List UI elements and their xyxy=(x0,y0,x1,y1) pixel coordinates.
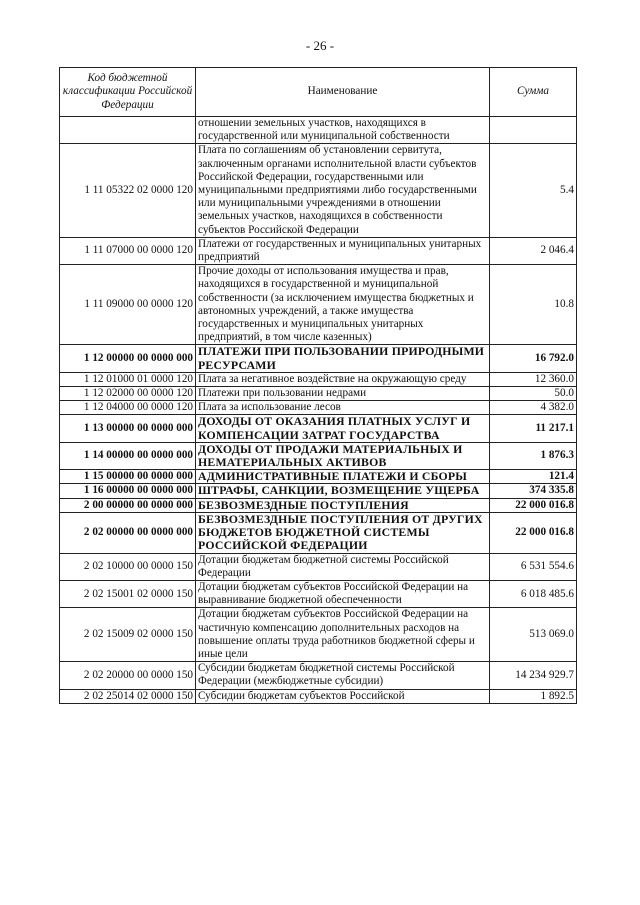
row-name: Плата за негативное воздействие на окружающую среду xyxy=(196,372,490,386)
header-sum: Сумма xyxy=(490,68,577,117)
row-name: Дотации бюджетам субъектов Российской Федерации на выравнивание бюджетной обеспеченности xyxy=(196,580,490,607)
row-name: Субсидии бюджетам бюджетной системы Российской Федерации (межбюджетные субсидии) xyxy=(196,662,490,689)
table-row xyxy=(60,580,577,607)
row-code: 2 02 15009 02 0000 150 xyxy=(60,608,196,662)
row-code: 2 02 20000 00 0000 150 xyxy=(60,662,196,689)
row-sum: 5.4 xyxy=(490,144,577,237)
row-code: 2 02 25014 02 0000 150 xyxy=(60,689,196,703)
row-code: 1 12 01000 01 0000 120 xyxy=(60,372,196,386)
row-code: 1 12 04000 00 0000 120 xyxy=(60,401,196,415)
row-name: Плата за использование лесов xyxy=(196,401,490,415)
row-code: 1 11 07000 00 0000 120 xyxy=(60,237,196,264)
table-header-row xyxy=(60,68,577,117)
table-row xyxy=(60,484,577,498)
row-sum: 11 217.1 xyxy=(490,415,577,442)
row-name: ДОХОДЫ ОТ ПРОДАЖИ МАТЕРИАЛЬНЫХ И НЕМАТЕРИАЛЬНЫХ АКТИВОВ xyxy=(196,442,490,469)
table-row xyxy=(60,401,577,415)
row-sum: 121.4 xyxy=(490,470,577,484)
table-row xyxy=(60,689,577,703)
row-sum: 12 360.0 xyxy=(490,372,577,386)
row-code: 1 13 00000 00 0000 000 xyxy=(60,415,196,442)
table-row xyxy=(60,512,577,553)
row-sum: 374 335.8 xyxy=(490,484,577,498)
row-sum xyxy=(490,117,577,144)
row-sum: 1 892.5 xyxy=(490,689,577,703)
row-sum: 2 046.4 xyxy=(490,237,577,264)
row-sum: 14 234 929.7 xyxy=(490,662,577,689)
row-code: 1 11 05322 02 0000 120 xyxy=(60,144,196,237)
table-body xyxy=(60,117,577,704)
row-name: Платежи при пользовании недрами xyxy=(196,387,490,401)
row-code: 2 00 00000 00 0000 000 xyxy=(60,498,196,512)
row-sum: 6 018 485.6 xyxy=(490,580,577,607)
row-name: Платежи от государственных и муниципальных унитарных предприятий xyxy=(196,237,490,264)
row-name: ПЛАТЕЖИ ПРИ ПОЛЬЗОВАНИИ ПРИРОДНЫМИ РЕСУРСАМИ xyxy=(196,345,490,372)
table-row xyxy=(60,553,577,580)
row-sum: 513 069.0 xyxy=(490,608,577,662)
row-name: Плата по соглашениям об установлении сервитута, заключенным органами исполнительной власти субъектов Российской Федерации, государственными или муниципальными предприятиями либо государственными или муниципальными учреждениями в отношении земельных участков, находящихся в собственности субъектов Российской Федерации xyxy=(196,144,490,237)
row-name: Дотации бюджетам субъектов Российской Федерации на частичную компенсацию дополнительных расходов на повышение оплаты труда работников бюджетной сферы и иные цели xyxy=(196,608,490,662)
row-name: БЕЗВОЗМЕЗДНЫЕ ПОСТУПЛЕНИЯ xyxy=(196,498,490,512)
row-name: АДМИНИСТРАТИВНЫЕ ПЛАТЕЖИ И СБОРЫ xyxy=(196,470,490,484)
row-name: Субсидии бюджетам субъектов Российской xyxy=(196,689,490,703)
row-sum: 4 382.0 xyxy=(490,401,577,415)
row-code xyxy=(60,117,196,144)
table-row xyxy=(60,237,577,264)
header-code: Код бюджетной классификации Российской Федерации xyxy=(60,68,196,117)
table-row xyxy=(60,470,577,484)
table-row xyxy=(60,662,577,689)
row-code: 2 02 00000 00 0000 000 xyxy=(60,512,196,553)
table-row xyxy=(60,608,577,662)
row-sum: 22 000 016.8 xyxy=(490,512,577,553)
row-sum: 6 531 554.6 xyxy=(490,553,577,580)
page-number: - 26 - xyxy=(305,38,335,53)
table-row xyxy=(60,265,577,345)
table-row xyxy=(60,117,577,144)
row-sum: 50.0 xyxy=(490,387,577,401)
row-name: БЕЗВОЗМЕЗДНЫЕ ПОСТУПЛЕНИЯ ОТ ДРУГИХ БЮДЖЕТОВ БЮДЖЕТНОЙ СИСТЕМЫ РОССИЙСКОЙ ФЕДЕРАЦИИ xyxy=(196,512,490,553)
row-name: ШТРАФЫ, САНКЦИИ, ВОЗМЕЩЕНИЕ УЩЕРБА xyxy=(196,484,490,498)
row-name: Дотации бюджетам бюджетной системы Российской Федерации xyxy=(196,553,490,580)
table-row xyxy=(60,442,577,469)
row-sum: 22 000 016.8 xyxy=(490,498,577,512)
row-code: 2 02 15001 02 0000 150 xyxy=(60,580,196,607)
row-code: 1 15 00000 00 0000 000 xyxy=(60,470,196,484)
table-row xyxy=(60,372,577,386)
row-name: отношении земельных участков, находящихся в государственной или муниципальной собственности xyxy=(196,117,490,144)
row-code: 1 11 09000 00 0000 120 xyxy=(60,265,196,345)
header-name: Наименование xyxy=(196,68,490,117)
row-code: 1 14 00000 00 0000 000 xyxy=(60,442,196,469)
row-sum: 1 876.3 xyxy=(490,442,577,469)
row-code: 1 12 00000 00 0000 000 xyxy=(60,345,196,372)
row-name: Прочие доходы от использования имущества и прав, находящихся в государственной и муниципальной собственности (за исключением имущества бюджетных и автономных учреждений, а также имущества государственных и муниципальных унитарных предприятий, в том числе казенных) xyxy=(196,265,490,345)
row-sum: 10.8 xyxy=(490,265,577,345)
row-sum: 16 792.0 xyxy=(490,345,577,372)
row-code: 2 02 10000 00 0000 150 xyxy=(60,553,196,580)
table-row xyxy=(60,498,577,512)
table-row xyxy=(60,415,577,442)
row-code: 1 16 00000 00 0000 000 xyxy=(60,484,196,498)
budget-revenue-table xyxy=(59,67,577,704)
table-row xyxy=(60,144,577,237)
row-code: 1 12 02000 00 0000 120 xyxy=(60,387,196,401)
row-name: ДОХОДЫ ОТ ОКАЗАНИЯ ПЛАТНЫХ УСЛУГ И КОМПЕНСАЦИИ ЗАТРАТ ГОСУДАРСТВА xyxy=(196,415,490,442)
table-row xyxy=(60,387,577,401)
table-row xyxy=(60,345,577,372)
